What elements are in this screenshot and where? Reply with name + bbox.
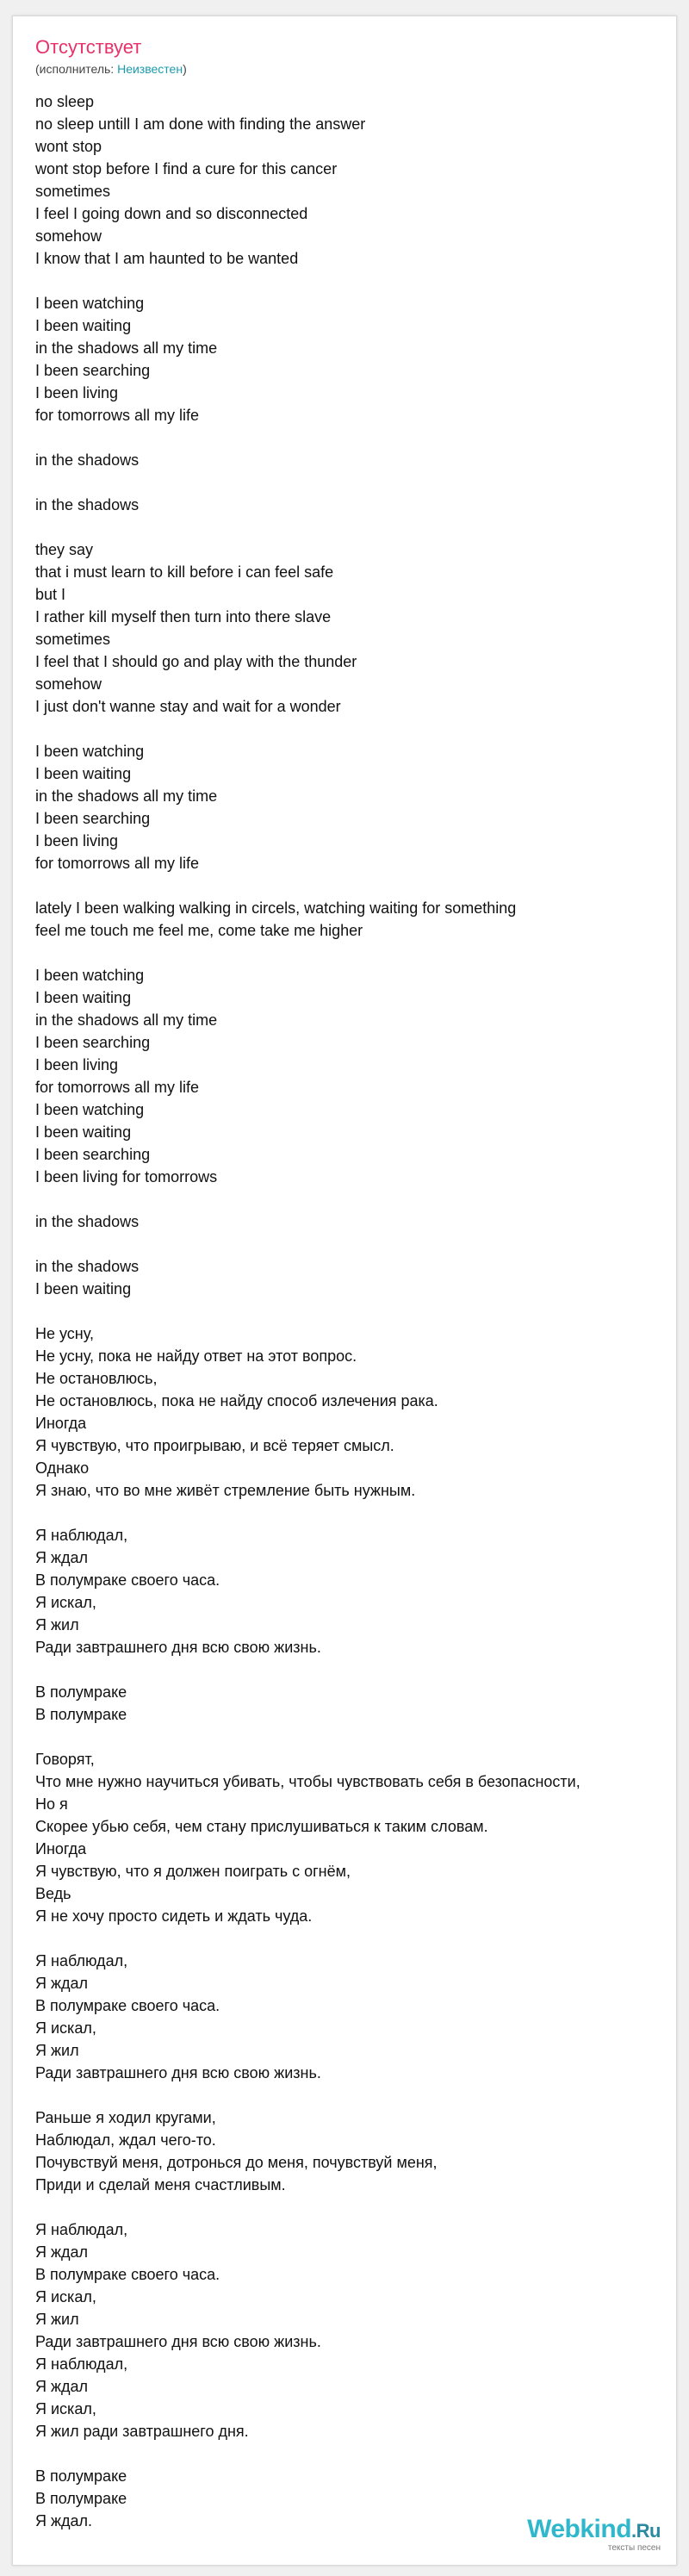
webkind-logo[interactable]	[527, 2516, 661, 2553]
lyric-line: I been watching	[35, 295, 145, 312]
artist-line	[35, 61, 187, 77]
lyric-line: Говорят,	[35, 1751, 95, 1768]
logo-suffix-text: .Ru	[631, 2520, 661, 2542]
lyric-line: I been waiting	[35, 317, 132, 334]
lyric-line	[35, 270, 673, 292]
lyric-line: I been living for tomorrows	[35, 1168, 218, 1185]
lyric-line: I been waiting	[35, 989, 132, 1006]
lyric-line: I know that I am haunted to be wanted	[35, 250, 299, 267]
lyric-line	[35, 1927, 673, 1950]
lyrics-page	[12, 16, 677, 2566]
lyric-line: В полумраке своего часа.	[35, 2266, 220, 2283]
lyric-line	[35, 516, 673, 538]
lyric-line: I been searching	[35, 1034, 151, 1051]
lyric-line: В полумраке	[35, 1683, 127, 1701]
lyric-line	[35, 1726, 673, 1748]
lyric-line: Я искал,	[35, 2288, 96, 2305]
lyric-line: Я жил	[35, 2042, 79, 2059]
lyric-line: Я искал,	[35, 1594, 96, 1611]
lyric-line: in the shadows all my time	[35, 787, 218, 805]
lyric-line: Почувствуй меня, дотронься до меня, почувствуй меня,	[35, 2154, 438, 2171]
lyric-line: Я ждал	[35, 1549, 89, 1566]
lyric-line	[35, 874, 673, 897]
lyric-line: Не усну, пока не найду ответ на этот вопрос.	[35, 1347, 357, 1365]
lyric-line: for tomorrows all my life	[35, 855, 200, 872]
lyric-line: in the shadows	[35, 451, 140, 469]
lyric-line: Я ждал.	[35, 2512, 93, 2529]
lyric-line: Не усну,	[35, 1325, 94, 1342]
lyric-line: I rather kill myself then turn into there slave	[35, 608, 332, 625]
lyric-line: lately I been walking walking in circels, watching waiting for something	[35, 899, 517, 917]
lyric-line: I been living	[35, 384, 119, 401]
lyric-line: I just don't wanne stay and wait for a wonder	[35, 698, 341, 715]
lyric-line: Я ждал	[35, 1975, 89, 1992]
lyric-line: Я жил	[35, 2311, 79, 2328]
lyric-line: Что мне нужно научиться убивать, чтобы чувствовать себя в безопасности,	[35, 1773, 580, 1790]
lyric-line	[35, 1300, 673, 1322]
lyric-line: Я наблюдал,	[35, 2221, 128, 2238]
lyric-line: sometimes	[35, 631, 111, 648]
lyric-line: somehow	[35, 227, 102, 245]
lyric-line: Я искал,	[35, 2019, 96, 2037]
lyric-line: I feel that I should go and play with the thunder	[35, 653, 357, 670]
lyric-line	[35, 1658, 673, 1681]
lyric-line: wont stop before I find a cure for this cancer	[35, 160, 338, 177]
lyric-line	[35, 2084, 673, 2106]
lyric-line: I been searching	[35, 362, 151, 379]
lyric-line: Иногда	[35, 1415, 87, 1432]
lyric-line: somehow	[35, 675, 102, 693]
lyric-line: Я жил ради завтрашнего дня.	[35, 2423, 249, 2440]
lyric-line: I been waiting	[35, 765, 132, 782]
lyric-line	[35, 1188, 673, 1210]
lyric-line: no sleep untill I am done with finding the answer	[35, 115, 366, 133]
lyric-line: В полумраке своего часа.	[35, 1571, 220, 1589]
lyric-line: I been searching	[35, 810, 151, 827]
lyric-line: I been living	[35, 832, 119, 849]
lyric-line: I been waiting	[35, 1280, 132, 1297]
lyric-line: В полумраке	[35, 2490, 127, 2507]
lyric-line: В полумраке	[35, 2467, 127, 2485]
lyric-line: feel me touch me feel me, come take me higher	[35, 922, 363, 939]
lyric-line: in the shadows	[35, 496, 140, 513]
lyric-line: I feel I going down and so disconnected	[35, 205, 308, 222]
lyric-line: Ради завтрашнего дня всю свою жизнь.	[35, 2333, 321, 2350]
lyric-line: I been watching	[35, 967, 145, 984]
lyric-line: I been searching	[35, 1146, 151, 1163]
lyric-line: Не остановлюсь,	[35, 1370, 158, 1387]
lyric-line: В полумраке	[35, 1706, 127, 1723]
lyric-line	[35, 1502, 673, 1524]
lyric-line: Я чувствую, что я должен поиграть с огнём,	[35, 1863, 351, 1880]
logo-subtitle: тексты песен	[607, 2543, 661, 2553]
lyric-line	[35, 2196, 673, 2218]
lyric-line: Наблюдал, ждал чего-то.	[35, 2131, 216, 2149]
lyric-line: Я искал,	[35, 2400, 96, 2417]
lyric-line: for tomorrows all my life	[35, 1079, 200, 1096]
lyric-line: Я наблюдал,	[35, 1952, 128, 1969]
lyric-line: Я наблюдал,	[35, 1527, 128, 1544]
lyric-line: in the shadows	[35, 1213, 140, 1230]
lyric-line: I been living	[35, 1056, 119, 1073]
lyric-line: sometimes	[35, 183, 111, 200]
lyric-line	[35, 942, 673, 964]
lyric-line: В полумраке своего часа.	[35, 1997, 220, 2014]
lyric-line: wont stop	[35, 138, 102, 155]
logo-wordmark	[527, 2516, 661, 2545]
lyric-line	[35, 426, 673, 449]
lyric-line: that i must learn to kill before i can feel safe	[35, 563, 334, 581]
lyric-line: in the shadows	[35, 1258, 140, 1275]
lyric-line: in the shadows all my time	[35, 1011, 218, 1029]
lyric-line: for tomorrows all my life	[35, 407, 200, 424]
lyric-line: Я ждал	[35, 2243, 89, 2261]
lyric-line: no sleep	[35, 93, 95, 110]
song-header	[35, 35, 187, 77]
lyric-line: Я ждал	[35, 2378, 89, 2395]
lyric-line: Я не хочу просто сидеть и ждать чуда.	[35, 1907, 313, 1925]
lyric-line: in the shadows all my time	[35, 339, 218, 357]
lyric-line	[35, 1233, 673, 1255]
artist-suffix: )	[183, 62, 187, 76]
lyric-line: Приди и сделай меня счастливым.	[35, 2176, 286, 2193]
lyric-line: Ради завтрашнего дня всю свою жизнь.	[35, 1639, 321, 1656]
lyric-line: I been watching	[35, 743, 145, 760]
lyric-line	[35, 2442, 673, 2465]
lyric-line: Скорее убью себя, чем стану прислушиваться к таким словам.	[35, 1818, 488, 1835]
lyric-line: I been watching	[35, 1101, 145, 1118]
lyric-line: they say	[35, 541, 94, 558]
lyric-line: Иногда	[35, 1840, 87, 1857]
lyric-line: but I	[35, 586, 66, 603]
lyric-line	[35, 718, 673, 740]
lyric-line: I been waiting	[35, 1123, 132, 1141]
lyric-line: Я чувствую, что проигрываю, и всё теряет смысл.	[35, 1437, 394, 1454]
lyric-line: Я знаю, что во мне живёт стремление быть нужным.	[35, 1482, 416, 1499]
lyric-line: Ради завтрашнего дня всю свою жизнь.	[35, 2064, 321, 2081]
artist-link[interactable]: Неизвестен	[117, 62, 183, 76]
lyric-line: Ведь	[35, 1885, 71, 1902]
lyric-line: Я наблюдал,	[35, 2355, 128, 2373]
lyric-line	[35, 471, 673, 494]
lyric-line: Я жил	[35, 1616, 79, 1633]
lyric-line: Не остановлюсь, пока не найду способ излечения рака.	[35, 1392, 438, 1409]
lyric-line: Раньше я ходил кругами,	[35, 2109, 216, 2126]
lyrics-text	[35, 90, 673, 2532]
lyric-line: Однако	[35, 1459, 90, 1477]
lyric-line: Но я	[35, 1795, 68, 1813]
song-title: Отсутствует	[35, 36, 142, 58]
logo-main-text: Webkind	[527, 2515, 632, 2543]
artist-prefix: (исполнитель:	[35, 62, 118, 76]
